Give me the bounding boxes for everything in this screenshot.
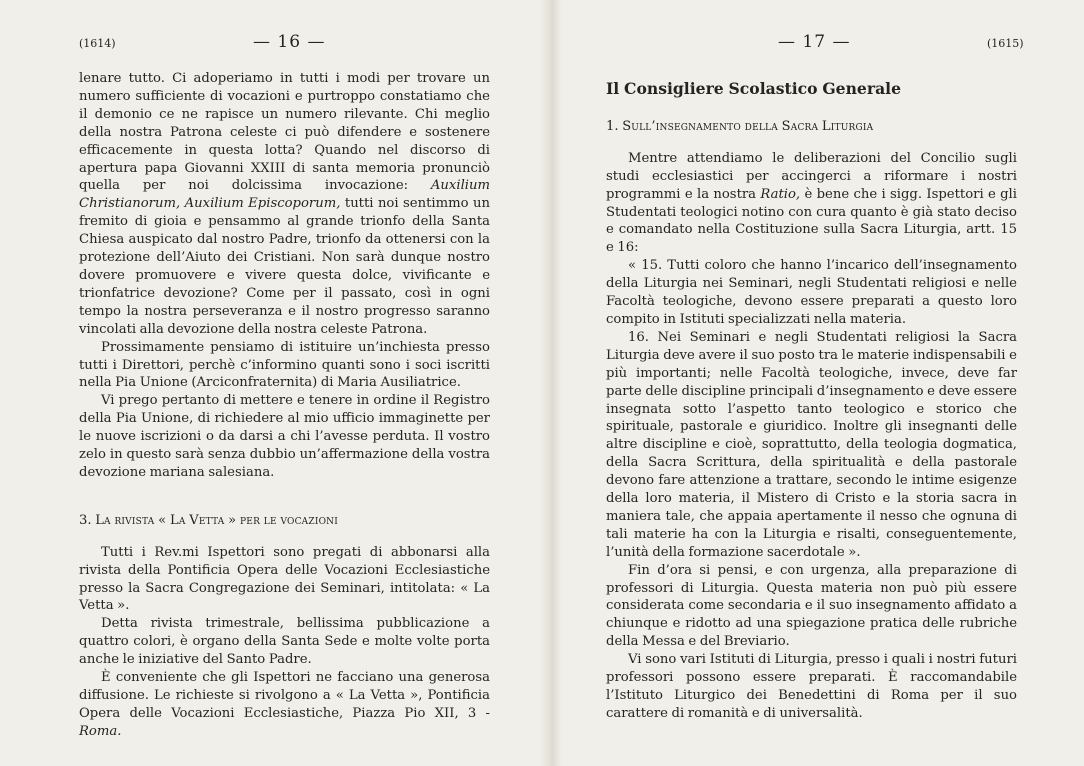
section-heading: 1. Sull’insegnamento della Sacra Liturgia <box>606 118 874 134</box>
paragraph: Vi prego pertanto di mettere e tenere in ordine il Registro della Pia Unione, di richiedere al mio ufficio immaginette per le nuove iscrizioni o da darsi a chi l’avesse perduta. Il vostro zelo in questo sarà senza dubbio un’affermazione della vostra devozione mariana salesiana. <box>79 393 490 480</box>
paragraph: Tutti i Rev.mi Ispettori sono pregati di abbonarsi alla rivista della Pontificia Opera delle Vocazioni Ecclesiastiche presso la Sacra Congregazione dei Seminari, intitolata: « La Vetta ». <box>79 544 490 614</box>
latin-invocation: Auxilium Christianorum, Auxilium Episcoporum, <box>79 178 490 212</box>
quoted-article: 16. Nei Seminari e negli Studentati religiosi la Sacra Liturgia deve avere il suo posto tra le materie indispensabili e più importanti; nelle Facoltà teologiche, invece, deve far parte delle discipline principali d’insegnamento e deve essere insegnata sotto l’aspetto tanto teologico e storico che spirituale, pastorale e giuridico. Inoltre gli insegnanti delle altre discipline e cioè, soprattutto, della teologia dogmatica, della Sacra Scrittura, della spiritualità e della pastorale devono fare attenzione a trattare, secondo le intime esigenze della loro materia, il Mistero di Cristo e la storia sacra in maniera tale, che appaia apertamente il nesso che ognuna di tali materie ha con la Liturgia e risalti, conseguentemente, l’unità della formazione sacerdotale ». <box>606 329 1017 560</box>
paragraph: Vi sono vari Istituti di Liturgia, presso i quali i nostri futuri professori possono essere preparati. È raccomandabile l’Istituto Liturgico dei Benedettini di Roma per il suo carattere di romanità e di universalità. <box>606 652 1017 721</box>
paragraph: Detta rivista trimestrale, bellissima pubblicazione a quattro colori, è organo della Santa Sede e molte volte porta anche le iniziative del Santo Padre. <box>79 616 490 668</box>
book-gutter <box>540 0 562 766</box>
paragraph: Prossimamente pensiamo di istituire un’inchiesta presso tutti i Direttori, perchè c’informino quanti sono i soci iscritti nella Pia Unione (Arciconfraternita) di Maria Ausiliatrice. <box>79 339 490 391</box>
paragraph: È conveniente che gli Ispettori ne facciano una generosa diffusione. Le richieste si rivolgono a « La Vetta », Pontificia Opera delle Vocazioni Ecclesiastiche, Piazza Pio XII, 3 - Roma. <box>79 670 490 739</box>
quoted-article: « 15. Tutti coloro che hanno l’incarico dell’insegnamento della Liturgia nei Seminari, negli Studentati religiosi e nelle Facoltà teologiche, devono essere preparati a questo loro compito in Istituti specializzati nella materia. <box>606 258 1017 327</box>
city-name: Roma. <box>79 723 122 739</box>
left-page-number: — 16 — <box>253 32 326 52</box>
right-page <box>562 0 1084 766</box>
paragraph: lenare tutto. Ci adoperiamo in tutti i modi per trovare un numero sufficiente di vocazioni e purtroppo constatiamo che il demonio ce ne rapisce un numero rilevante. Chi meglio della nostra Patrona celeste ci può difendere e sostenere efficacemente in questa lotta? Quando nel discorso di apertura papa Giovanni XXIII di santa memoria pronunciò quella per noi dolcissima invocazione: Auxilium Christianorum, Auxilium Episcoporum, tutti noi sentimmo un fremito di gioia e pensammo al grande trionfo della Santa Chiesa auspicato dal nostro Padre, trionfo da ottenersi con la protezione dell’Aiuto dei Cristiani. Non sarà dunque nostro dovere promuovere e vivere questa dolce, vivificante e trionfatrice devozione? Come per il passato, così in ogni tempo la nostra perseveranza e il nostro progresso saranno vincolati alla devozione della nostra celeste Patrona. <box>79 71 490 337</box>
right-page-code: (1615) <box>987 37 1024 50</box>
left-page-code: (1614) <box>79 37 116 50</box>
ratio-term: Ratio, <box>760 186 801 202</box>
right-page-number: — 17 — <box>778 32 851 52</box>
paragraph: Mentre attendiamo le deliberazioni del Concilio sugli studi ecclesiastici per accingerci a riformare i nostri programmi e la nostra Ratio, è bene che i sigg. Ispettori e gli Studentati teologici notino con cura quanto è già stato deciso e comandato nella Costituzione sulla Sacra Liturgia, artt. 15 e 16: <box>606 150 1017 256</box>
paragraph: Fin d’ora si pensi, e con urgenza, alla preparazione di professori di Liturgia. Questa materia non può più essere considerata come secondaria e il suo insegnamento affidato a chiunque e ridotto ad una spiegazione pratica delle rubriche della Messa e del Breviario. <box>606 562 1017 650</box>
right-page-body <box>606 70 1017 723</box>
section-heading: 3. La rivista « La Vetta » per le vocazioni <box>79 512 338 528</box>
left-page-body <box>79 70 490 741</box>
chapter-title: Il Consigliere Scolastico Generale <box>606 79 902 98</box>
left-page <box>0 0 540 766</box>
